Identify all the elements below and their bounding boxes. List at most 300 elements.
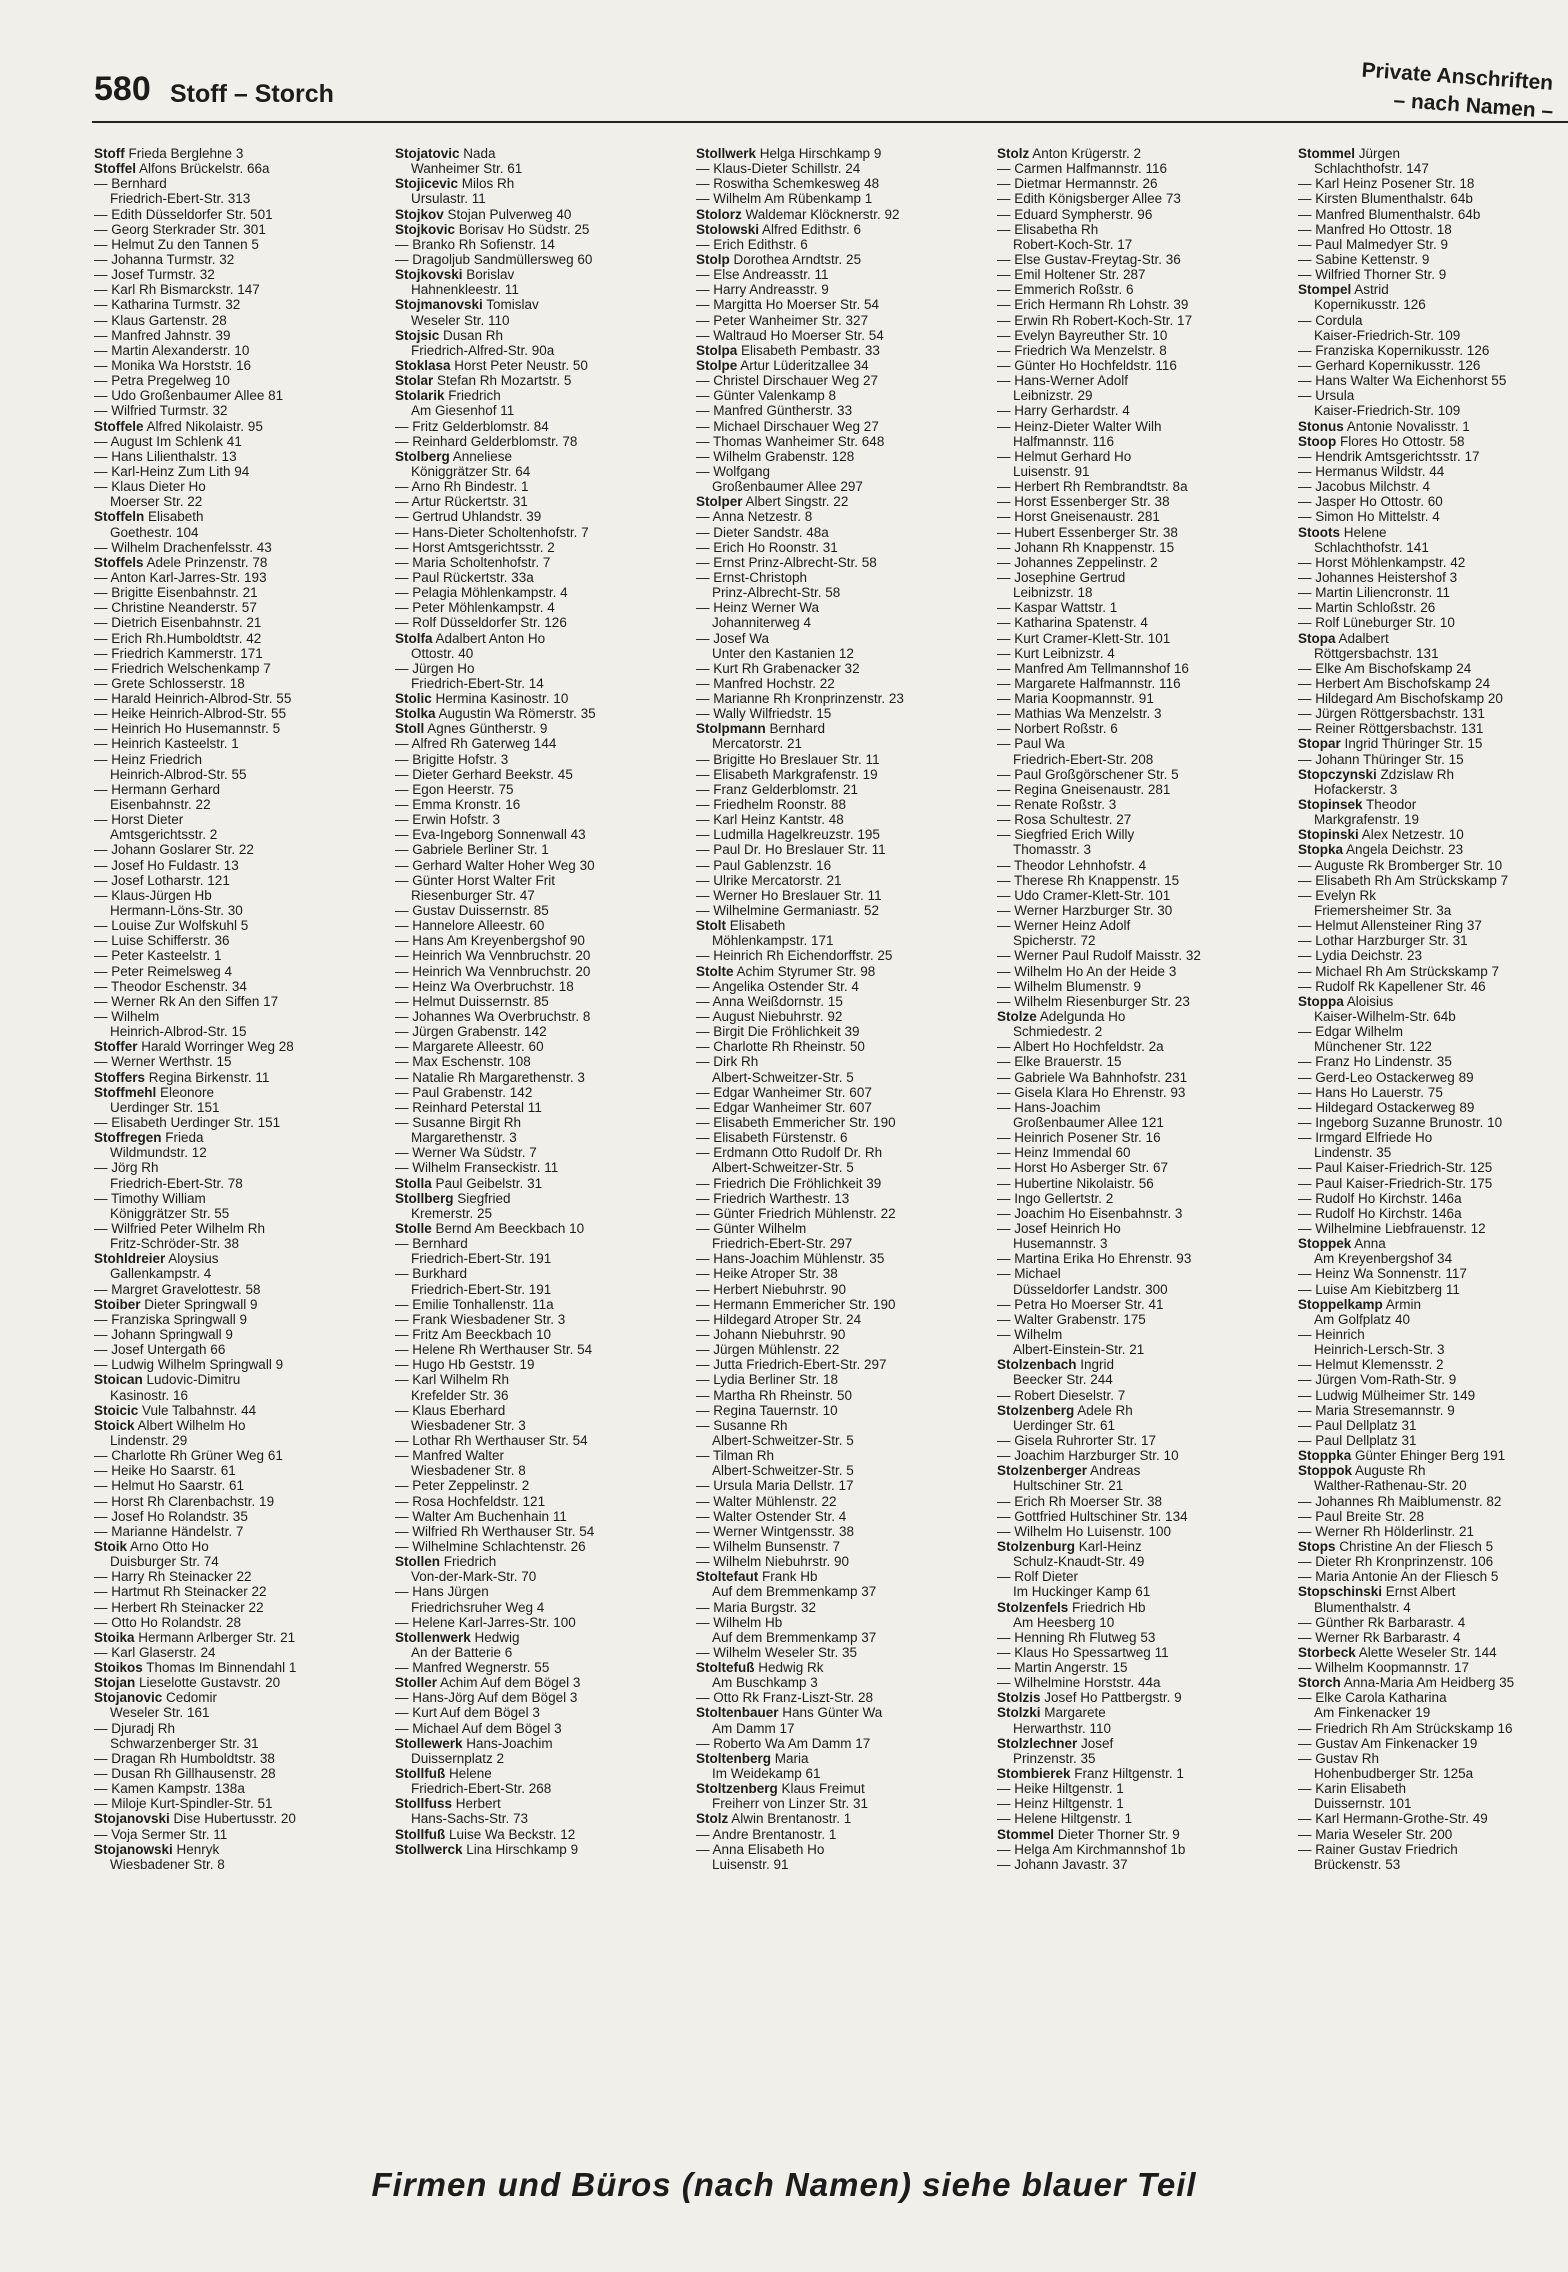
- directory-entry-line: — Heinz Wa Overbruchstr. 18: [395, 978, 574, 994]
- directory-entry-line: — Jürgen Ho: [395, 660, 475, 676]
- directory-entry-line: — Frank Wiesbadener Str. 3: [395, 1311, 566, 1327]
- directory-entry-line: Stollenwerk Hedwig: [395, 1629, 520, 1645]
- directory-entry-line: — Peter Kasteelstr. 1: [94, 948, 222, 964]
- directory-entry-line: Stoppok Auguste Rh: [1298, 1463, 1426, 1479]
- directory-entry-line: — Hubert Essenberger Str. 38: [997, 524, 1178, 540]
- directory-entry-line: Wiesbadener Str. 3: [411, 1417, 526, 1433]
- directory-entry-line: — Friedrich Warthestr. 13: [696, 1190, 850, 1206]
- directory-entry-line: Beecker Str. 244: [1013, 1372, 1113, 1388]
- directory-entry-line: — Theodor Lehnhofstr. 4: [997, 857, 1147, 873]
- directory-entry-line: — Egon Heerstr. 75: [395, 781, 514, 797]
- directory-entry-line: Stombierek Franz Hiltgenstr. 1: [997, 1766, 1184, 1782]
- directory-entry-line: Luisenstr. 91: [1013, 463, 1090, 479]
- directory-entry-line: Stolar Stefan Rh Mozartstr. 5: [395, 373, 572, 389]
- directory-entry-line: — Elke Am Bischofskamp 24: [1298, 660, 1472, 676]
- directory-entry-line: — Paul Malmedyer Str. 9: [1298, 236, 1449, 252]
- section-subtitle: – nach Namen –: [1392, 88, 1554, 123]
- directory-entry-line: Kaiser-Friedrich-Str. 109: [1314, 403, 1461, 419]
- directory-entry-line: — Petra Pregelweg 10: [94, 373, 230, 389]
- directory-entry-line: Stollfuß Helene: [395, 1766, 492, 1782]
- directory-entry-line: Stolzenburg Karl-Heinz: [997, 1538, 1142, 1554]
- directory-entry-line: — Werner Rk An den Siffen 17: [94, 993, 279, 1009]
- directory-entry-line: — Hildegard Atroper Str. 24: [696, 1311, 862, 1327]
- directory-entry-line: — Gustav Rh: [1298, 1750, 1380, 1766]
- directory-entry-line: — Susanne Birgit Rh: [395, 1115, 522, 1130]
- directory-entry-line: Margarethenstr. 3: [411, 1130, 517, 1146]
- directory-entry-line: Am Finkenacker 19: [1314, 1705, 1431, 1721]
- directory-entry-line: — Natalie Rh Margarethenstr. 3: [395, 1069, 585, 1085]
- directory-entry-line: — Anna Netzestr. 8: [696, 509, 813, 525]
- directory-entry-line: — Heinz-Dieter Walter Wilh: [997, 418, 1162, 434]
- directory-entry-line: — Albert Ho Hochfeldstr. 2a: [997, 1039, 1164, 1055]
- directory-entry-line: — Elisabeth Markgrafenstr. 19: [696, 766, 878, 782]
- directory-entry-line: — Norbert Roßstr. 6: [997, 721, 1118, 737]
- directory-entry-line: Stoffers Regina Birkenstr. 11: [94, 1069, 270, 1085]
- directory-entry-line: — Emil Holtener Str. 287: [997, 267, 1146, 283]
- directory-entry-line: Wiesbadener Str. 8: [411, 1463, 526, 1479]
- directory-entry-line: Stopschinski Ernst Albert: [1298, 1584, 1456, 1600]
- directory-entry-line: — Eduard Sympherstr. 96: [997, 206, 1153, 222]
- directory-entry-line: Kremerstr. 25: [411, 1205, 493, 1221]
- directory-entry-line: — Günter Valenkamp 8: [696, 388, 837, 404]
- directory-entry-line: — Hans Lilienthalstr. 13: [94, 448, 237, 464]
- footer-note: Firmen und Büros (nach Namen) siehe blauer Teil: [371, 2166, 1197, 2203]
- directory-entry-line: — Elke Brauerstr. 15: [997, 1054, 1122, 1070]
- directory-entry-line: — Dieter Gerhard Beekstr. 45: [395, 766, 573, 782]
- directory-entry-line: — Edgar Wilhelm: [1298, 1024, 1404, 1040]
- directory-entry-line: — Otto Rk Franz-Liszt-Str. 28: [696, 1690, 874, 1706]
- directory-entry-line: — Klaus Dieter Ho: [94, 479, 206, 495]
- directory-entry-line: — Marianne Rh Kronprinzenstr. 23: [696, 691, 904, 707]
- directory-entry-line: — Pelagia Möhlenkampstr. 4: [395, 585, 568, 601]
- directory-entry-line: — Josef Wa: [696, 630, 770, 646]
- directory-entry-line: — Wilhelm: [997, 1326, 1063, 1342]
- directory-entry-line: Krefelder Str. 36: [411, 1387, 509, 1403]
- directory-entry-line: Stohldreier Aloysius: [94, 1251, 219, 1267]
- directory-entry-line: — Helga Am Kirchmannshof 1b: [997, 1841, 1186, 1857]
- directory-entry-line: Stoff Frieda Berglehne 3: [94, 146, 244, 161]
- directory-entry-line: — Johannes Heistershof 3: [1298, 569, 1458, 585]
- directory-entry-line: Stoffmehl Eleonore: [94, 1084, 215, 1100]
- directory-entry-line: An der Batterie 6: [411, 1644, 513, 1660]
- directory-entry-line: — Renate Roßstr. 3: [997, 797, 1117, 813]
- directory-entry-line: — Günter Horst Walter Frit: [395, 872, 556, 888]
- directory-entry-line: — Margarete Alleestr. 60: [395, 1039, 544, 1055]
- directory-entry-line: — Wilhelm Grabenstr. 128: [696, 448, 855, 464]
- column-4: [997, 146, 1294, 2136]
- directory-entry-line: — Heinz Werner Wa: [696, 600, 820, 616]
- header-rule: [92, 121, 1568, 123]
- directory-entry-line: — Elisabetha Rh: [997, 221, 1099, 237]
- directory-entry-line: — Dragoljub Sandmüllersweg 60: [395, 251, 593, 267]
- directory-entry-line: — Hans-Joachim: [997, 1099, 1101, 1115]
- directory-entry-line: Stojatovic Nada: [395, 146, 496, 161]
- directory-entry-line: — Joachim Harzburger Str. 10: [997, 1448, 1179, 1464]
- directory-entry-line: — Peter Möhlenkampstr. 4: [395, 600, 555, 616]
- directory-entry-line: — Regina Tauernstr. 10: [696, 1402, 838, 1418]
- directory-entry-line: Stoffels Adele Prinzenstr. 78: [94, 554, 268, 570]
- directory-entry-line: — Günter Wilhelm: [696, 1220, 807, 1236]
- directory-entry-line: — Paul Wa: [997, 736, 1065, 752]
- directory-entry-line: — Josef Lotharstr. 121: [94, 872, 230, 888]
- directory-entry-line: — Kurt Cramer-Klett-Str. 101: [997, 630, 1171, 646]
- directory-entry-line: — Josef Heinrich Ho: [997, 1220, 1121, 1236]
- directory-entry-line: — Heinrich Rh Eichendorffstr. 25: [696, 948, 893, 964]
- directory-entry-line: Hofackerstr. 3: [1314, 781, 1398, 797]
- directory-entry-line: — Johannes Rh Maiblumenstr. 82: [1298, 1493, 1502, 1509]
- directory-entry-line: — Heike Heinrich-Albrod-Str. 55: [94, 706, 287, 722]
- directory-entry-line: — Johann Javastr. 37: [997, 1856, 1128, 1872]
- directory-entry-line: — Hermann Gerhard: [94, 781, 221, 797]
- directory-entry-line: — Günther Rk Barbarastr. 4: [1298, 1614, 1466, 1630]
- directory-entry-line: — Dietrich Eisenbahnstr. 21: [94, 615, 262, 631]
- directory-entry-line: Stoltzenberg Klaus Freimut: [696, 1781, 865, 1797]
- directory-entry-line: — Fritz Gelderblomstr. 84: [395, 418, 549, 434]
- directory-entry-line: — Paul Kaiser-Friedrich-Str. 175: [1298, 1175, 1493, 1191]
- directory-entry-line: — Gabriele Wa Bahnhofstr. 231: [997, 1069, 1188, 1085]
- directory-entry-line: Stollfuß Luise Wa Beckstr. 12: [395, 1826, 576, 1842]
- directory-entry-line: Gallenkampstr. 4: [110, 1266, 212, 1282]
- directory-entry-line: Ottostr. 40: [411, 645, 474, 661]
- directory-entry-line: — Elisabeth Uerdinger Str. 151: [94, 1115, 281, 1130]
- directory-entry-line: — Wilhelm Weseler Str. 35: [696, 1644, 858, 1660]
- directory-entry-line: — Eva-Ingeborg Sonnenwall 43: [395, 827, 586, 843]
- directory-entry-line: — Karl Glaserstr. 24: [94, 1644, 216, 1660]
- directory-entry-line: — Rolf Dieter: [997, 1569, 1079, 1585]
- directory-entry-line: — Grete Schlosserstr. 18: [94, 675, 245, 691]
- directory-entry-line: — Harry Gerhardstr. 4: [997, 403, 1130, 419]
- directory-entry-line: Duisburger Str. 74: [110, 1554, 219, 1570]
- directory-entry-line: — Heike Atroper Str. 38: [696, 1266, 838, 1282]
- directory-entry-line: Wiesbadener Str. 8: [110, 1856, 225, 1872]
- directory-entry-line: — Kaspar Wattstr. 1: [997, 600, 1118, 616]
- directory-entry-line: — Horst Essenberger Str. 38: [997, 494, 1170, 510]
- directory-entry-line: — Monika Wa Horststr. 16: [94, 357, 252, 373]
- directory-entry-line: — Angelika Ostender Str. 4: [696, 978, 859, 994]
- directory-entry-line: — Manfred Wegnerstr. 55: [395, 1660, 550, 1676]
- directory-entry-line: — Rolf Düsseldorfer Str. 126: [395, 615, 567, 631]
- directory-entry-line: — Werner Ho Breslauer Str. 11: [696, 887, 882, 903]
- directory-entry-line: — Reiner Röttgersbachstr. 131: [1298, 721, 1484, 737]
- directory-entry-line: Stolle Bernd Am Beeckbach 10: [395, 1220, 585, 1236]
- directory-entry-line: — Jürgen Grabenstr. 142: [395, 1024, 547, 1040]
- directory-entry-line: — Klaus Ho Spessartweg 11: [997, 1644, 1169, 1660]
- directory-entry-line: — Regina Gneisenaustr. 281: [997, 781, 1171, 797]
- directory-entry-line: — Karl-Heinz Zum Lith 94: [94, 463, 250, 479]
- directory-entry-line: — Maria Stresemannstr. 9: [1298, 1402, 1455, 1418]
- directory-entry-line: — Wilfried Peter Wilhelm Rh: [94, 1220, 266, 1236]
- directory-entry-line: Albert-Schweitzer-Str. 5: [712, 1069, 854, 1085]
- directory-entry-line: — Sabine Kettenstr. 9: [1298, 251, 1430, 267]
- directory-entry-line: Stommel Dieter Thorner Str. 9: [997, 1826, 1180, 1842]
- directory-entry-line: — Margret Gravelottestr. 58: [94, 1281, 261, 1297]
- directory-entry-line: — Katharina Turmstr. 32: [94, 297, 241, 313]
- directory-entry-line: Im Weidekamp 61: [712, 1766, 821, 1782]
- directory-entry-line: — Hendrik Amtsgerichtsstr. 17: [1298, 448, 1480, 464]
- directory-entry-line: — Dirk Rh: [696, 1054, 759, 1070]
- directory-entry-line: — Hildegard Ostackerweg 89: [1298, 1099, 1475, 1115]
- directory-entry-line: Stoklasa Horst Peter Neustr. 50: [395, 357, 588, 373]
- directory-entry-line: — Dieter Rh Kronprinzenstr. 106: [1298, 1554, 1494, 1570]
- directory-entry-line: — Erdmann Otto Rudolf Dr. Rh: [696, 1145, 883, 1161]
- directory-entry-line: — Arno Rh Bindestr. 1: [395, 479, 529, 495]
- directory-entry-line: Heinrich-Lersch-Str. 3: [1314, 1342, 1445, 1358]
- directory-entry-line: — Wilhelm Ho Luisenstr. 100: [997, 1523, 1172, 1539]
- directory-entry-line: — Erich Edithstr. 6: [696, 236, 808, 252]
- directory-entry-line: Königgrätzer Str. 55: [110, 1205, 230, 1221]
- directory-entry-line: Stoffel Alfons Brückelstr. 66a: [94, 161, 270, 177]
- directory-entry-line: — Susanne Rh: [696, 1417, 788, 1433]
- directory-entry-line: — Miloje Kurt-Spindler-Str. 51: [94, 1796, 273, 1812]
- directory-entry-line: — Karl Rh Bismarckstr. 147: [94, 282, 260, 298]
- directory-entry-line: — Anna Weißdornstr. 15: [696, 993, 843, 1009]
- directory-entry-line: — Wilhelm Am Rübenkamp 1: [696, 191, 873, 207]
- directory-entry-line: — Manfred Ho Ottostr. 18: [1298, 221, 1452, 237]
- directory-entry-line: — Elisabeth Emmericher Str. 190: [696, 1115, 896, 1130]
- directory-entry-line: Goethestr. 104: [110, 524, 199, 540]
- directory-entry-line: Münchener Str. 122: [1314, 1039, 1432, 1055]
- directory-entry-line: — Martina Erika Ho Ehrenstr. 93: [997, 1251, 1192, 1267]
- directory-entry-line: — Manfred Hochstr. 22: [696, 675, 835, 691]
- directory-entry-line: Stolze Adelgunda Ho: [997, 1009, 1126, 1025]
- directory-entry-line: Stolp Dorothea Arndtstr. 25: [696, 251, 862, 267]
- directory-entry-line: — Karl Heinz Kantstr. 48: [696, 812, 844, 828]
- directory-entry-line: — Dusan Rh Gillhausenstr. 28: [94, 1766, 276, 1782]
- directory-entry-line: — Margarete Halfmannstr. 116: [997, 675, 1181, 691]
- directory-entry-line: Stopinski Alex Netzestr. 10: [1298, 827, 1464, 843]
- directory-entry-line: — Elke Carola Katharina: [1298, 1690, 1447, 1706]
- directory-entry-line: — Peter Wanheimer Str. 327: [696, 312, 869, 328]
- directory-entry-line: — Hans Jürgen: [395, 1584, 489, 1600]
- directory-entry-line: — Werner Rh Hölderlinstr. 21: [1298, 1523, 1475, 1539]
- directory-entry-line: Stoppa Aloisius: [1298, 993, 1394, 1009]
- directory-entry-line: — Hans-Joachim Mühlenstr. 35: [696, 1251, 885, 1267]
- directory-entry-line: — Werner Werthstr. 15: [94, 1054, 232, 1070]
- directory-entry-line: — Bernhard: [395, 1236, 468, 1252]
- column-1: [94, 146, 391, 2136]
- directory-entry-line: — Harry Rh Steinacker 22: [94, 1569, 252, 1585]
- directory-entry-line: — Gustav Am Finkenacker 19: [1298, 1735, 1478, 1751]
- directory-entry-line: — Friedhelm Roonstr. 88: [696, 797, 847, 813]
- directory-entry-line: Großenbaumer Allee 297: [712, 479, 863, 495]
- directory-entry-line: — Branko Rh Sofienstr. 14: [395, 236, 555, 252]
- directory-entry-line: Riesenburger Str. 47: [411, 887, 535, 903]
- directory-entry-line: Am Buschkamp 3: [712, 1675, 818, 1691]
- directory-entry-line: — Klaus Eberhard: [395, 1402, 506, 1418]
- directory-entry-line: — Horst Möhlenkampstr. 42: [1298, 554, 1466, 570]
- directory-entry-line: — Josef Turmstr. 32: [94, 267, 215, 283]
- directory-entry-line: — Udo Großenbaumer Allee 81: [94, 388, 284, 404]
- directory-entry-line: — Martin Schloßstr. 26: [1298, 600, 1436, 616]
- directory-entry-line: — Johann Niebuhrstr. 90: [696, 1326, 846, 1342]
- directory-entry-line: — Wilhelm Ho An der Heide 3: [997, 963, 1177, 979]
- directory-entry-line: — Wilhelm Blumenstr. 9: [997, 978, 1142, 994]
- directory-entry-line: Stoffregen Frieda: [94, 1130, 204, 1146]
- directory-entry-line: Stolic Hermina Kasinostr. 10: [395, 691, 569, 707]
- directory-entry-line: — Wilfried Turmstr. 32: [94, 403, 228, 419]
- directory-entry-line: Stoop Flores Ho Ottostr. 58: [1298, 433, 1465, 449]
- directory-entry-line: — Edgar Wanheimer Str. 607: [696, 1099, 872, 1115]
- directory-entry-line: Stolzenberg Adele Rh: [997, 1402, 1133, 1418]
- directory-entry-line: Stolpe Artur Lüderitzallee 34: [696, 357, 869, 373]
- directory-entry-line: — Hans Ho Lauerstr. 75: [1298, 1084, 1443, 1100]
- directory-entry-line: Markgrafenstr. 19: [1314, 812, 1420, 828]
- directory-entry-line: Stolarik Friedrich: [395, 388, 501, 404]
- directory-entry-line: — Heinrich Ho Husemannstr. 5: [94, 721, 281, 737]
- directory-entry-line: Stompel Astrid: [1298, 282, 1389, 298]
- directory-entry-line: — Ernst Prinz-Albrecht-Str. 58: [696, 554, 877, 570]
- directory-entry-line: — Josef Ho Rolandstr. 35: [94, 1508, 248, 1524]
- directory-entry-line: — Kurt Rh Grabenacker 32: [696, 660, 860, 676]
- directory-entry-line: Johanniterweg 4: [712, 615, 812, 631]
- directory-entry-line: — Wilfried Rh Werthauser Str. 54: [395, 1523, 595, 1539]
- directory-entry-line: Stolz Alwin Brentanostr. 1: [696, 1811, 852, 1827]
- directory-entry-line: — Hermanus Wildstr. 44: [1298, 463, 1445, 479]
- directory-entry-line: Hultschiner Str. 21: [1013, 1478, 1124, 1494]
- directory-entry-line: — Fritz Am Beeckbach 10: [395, 1326, 552, 1342]
- directory-entry-line: — Jacobus Milchstr. 4: [1298, 479, 1431, 495]
- page-range-title: Stoff – Storch: [170, 80, 334, 108]
- directory-entry-line: — Helmut Zu den Tannen 5: [94, 236, 259, 252]
- directory-entry-line: Stoltefuß Hedwig Rk: [696, 1660, 824, 1676]
- directory-entry-line: Stoppelkamp Armin: [1298, 1296, 1422, 1312]
- directory-entry-line: Möhlenkampstr. 171: [712, 933, 834, 949]
- directory-entry-line: — Ingeborg Suzanne Brunostr. 10: [1298, 1115, 1503, 1130]
- directory-entry-line: — Hans Am Kreyenbergshof 90: [395, 933, 585, 949]
- directory-entry-line: — Gabriele Berliner Str. 1: [395, 842, 549, 858]
- directory-entry-line: Stolzenfels Friedrich Hb: [997, 1599, 1146, 1615]
- directory-entry-line: — Reinhard Gelderblomstr. 78: [395, 433, 578, 449]
- directory-entry-line: — Tilman Rh: [696, 1448, 775, 1464]
- directory-entry-line: — Heike Ho Saarstr. 61: [94, 1463, 236, 1479]
- directory-entry-line: Schwarzenberger Str. 31: [110, 1735, 259, 1751]
- directory-entry-line: — Horst Amtsgerichtsstr. 2: [395, 539, 555, 555]
- directory-entry-line: — Ursula: [1298, 388, 1355, 404]
- directory-entry-line: — Günter Friedrich Mühlenstr. 22: [696, 1205, 896, 1221]
- directory-entry-line: Stoicic Vule Talbahnstr. 44: [94, 1402, 257, 1418]
- directory-entry-line: — Wilhelm Riesenburger Str. 23: [997, 993, 1190, 1009]
- directory-entry-line: — Karl Hermann-Grothe-Str. 49: [1298, 1811, 1488, 1827]
- directory-entry-line: — Gisela Ruhrorter Str. 17: [997, 1432, 1157, 1448]
- directory-entry-line: — Johann Thüringer Str. 15: [1298, 751, 1464, 767]
- directory-entry-line: Röttgersbachstr. 131: [1314, 645, 1439, 661]
- directory-entry-line: — Max Eschenstr. 108: [395, 1054, 531, 1070]
- directory-entry-line: — Hermann Emmericher Str. 190: [696, 1296, 896, 1312]
- directory-entry-line: — Brigitte Ho Breslauer Str. 11: [696, 751, 880, 767]
- directory-entry-line: — Helmut Duissernstr. 85: [395, 993, 549, 1009]
- directory-entry-line: — Manfred Blumenthalstr. 64b: [1298, 206, 1481, 222]
- directory-entry-line: — August Im Schlenk 41: [94, 433, 242, 449]
- directory-entry-line: — Erwin Hofstr. 3: [395, 812, 501, 828]
- directory-entry-line: Stolte Achim Styrumer Str. 98: [696, 963, 876, 979]
- directory-entry-line: — Herbert Rh Rembrandtstr. 8a: [997, 479, 1188, 495]
- directory-entry-line: — Simon Ho Mittelstr. 4: [1298, 509, 1440, 525]
- directory-entry-line: — Jürgen Vom-Rath-Str. 9: [1298, 1372, 1457, 1388]
- directory-entry-line: — Thomas Wanheimer Str. 648: [696, 433, 885, 449]
- directory-entry-line: — Maria Antonie An der Fliesch 5: [1298, 1569, 1499, 1585]
- directory-entry-line: — Wilhelmine Schlachtenstr. 26: [395, 1538, 586, 1554]
- directory-entry-line: — Hans-Jörg Auf dem Bögel 3: [395, 1690, 578, 1706]
- directory-entry-line: Freiherr von Linzer Str. 31: [712, 1796, 869, 1812]
- directory-entry-line: — Georg Sterkrader Str. 301: [94, 221, 266, 237]
- directory-entry-line: Friedrich-Ebert-Str. 208: [1013, 751, 1154, 767]
- directory-entry-line: — Rosa Schultestr. 27: [997, 812, 1132, 828]
- directory-entry-line: — Timothy William: [94, 1190, 206, 1206]
- directory-entry-line: Kaiser-Wilhelm-Str. 64b: [1314, 1009, 1456, 1025]
- directory-entry-line: — Helmut Gerhard Ho: [997, 448, 1132, 464]
- directory-entry-line: — Paul Kaiser-Friedrich-Str. 125: [1298, 1160, 1493, 1176]
- directory-entry-line: — Werner Heinz Adolf: [997, 918, 1131, 934]
- directory-entry-line: — Anton Karl-Jarres-Str. 193: [94, 569, 267, 585]
- directory-entry-line: — Elisabeth Rh Am Strückskamp 7: [1298, 872, 1509, 888]
- directory-entry-line: — Ingo Gellertstr. 2: [997, 1190, 1114, 1206]
- directory-entry-line: — Reinhard Peterstal 11: [395, 1099, 542, 1115]
- directory-entry-line: — Brigitte Eisenbahnstr. 21: [94, 585, 258, 601]
- directory-entry-line: — Else Gustav-Freytag-Str. 36: [997, 251, 1181, 267]
- directory-entry-line: Stolper Albert Singstr. 22: [696, 494, 849, 510]
- directory-entry-line: Heinrich-Albrod-Str. 15: [110, 1024, 247, 1040]
- directory-entry-line: Stoiber Dieter Springwall 9: [94, 1296, 258, 1312]
- directory-entry-line: Am Damm 17: [712, 1720, 795, 1736]
- directory-entry-line: — Johannes Wa Overbruchstr. 8: [395, 1009, 591, 1025]
- directory-entry-line: — Gottfried Hultschiner Str. 134: [997, 1508, 1188, 1524]
- directory-entry-line: — Jürgen Röttgersbachstr. 131: [1298, 706, 1485, 722]
- directory-entry-line: Friedrich-Ebert-Str. 297: [712, 1236, 853, 1252]
- directory-entry-line: Stojsic Dusan Rh: [395, 327, 504, 343]
- directory-entry-line: — Wilhelmine Liebfrauenstr. 12: [1298, 1220, 1486, 1236]
- directory-entry-line: — Manfred Güntherstr. 33: [696, 403, 853, 419]
- column-5: [1298, 146, 1568, 2136]
- directory-entry-line: Stojicevic Milos Rh: [395, 176, 515, 192]
- directory-entry-line: Stolzlechner Josef: [997, 1735, 1114, 1751]
- directory-entry-line: — Theodor Eschenstr. 34: [94, 978, 247, 994]
- directory-entry-line: Hohenbudberger Str. 125a: [1314, 1766, 1474, 1782]
- directory-entry-line: — Erwin Rh Robert-Koch-Str. 17: [997, 312, 1193, 328]
- directory-entry-line: Blumenthalstr. 4: [1314, 1599, 1411, 1615]
- directory-entry-line: — Werner Rk Barbarastr. 4: [1298, 1629, 1461, 1645]
- directory-entry-line: — Heinz Friedrich: [94, 751, 203, 767]
- directory-entry-line: — Gertrud Uhlandstr. 39: [395, 509, 542, 525]
- directory-entry-line: — Josef Untergath 66: [94, 1342, 226, 1358]
- directory-entry-line: — Wilhelm Koopmannstr. 17: [1298, 1660, 1470, 1676]
- directory-entry-line: — Charlotte Rh Grüner Weg 61: [94, 1448, 283, 1464]
- directory-entry-line: — Maria Koopmannstr. 91: [997, 691, 1154, 707]
- directory-entry-line: — Burkhard: [395, 1266, 468, 1282]
- directory-entry-line: — Karl Heinz Posener Str. 18: [1298, 176, 1475, 192]
- directory-entry-line: Stollwerk Helga Hirschkamp 9: [696, 146, 882, 161]
- directory-entry-line: — Paul Rückertstr. 33a: [395, 569, 534, 585]
- directory-entry-line: Eisenbahnstr. 22: [110, 797, 211, 813]
- directory-entry-line: — Robert Dieselstr. 7: [997, 1387, 1126, 1403]
- directory-entry-line: Stoican Ludovic-Dimitru: [94, 1372, 241, 1388]
- directory-entry-line: Stolzenberger Andreas: [997, 1463, 1141, 1479]
- directory-entry-line: — Helene Karl-Jarres-Str. 100: [395, 1614, 576, 1630]
- directory-entry-line: — Karin Elisabeth: [1298, 1781, 1407, 1797]
- directory-entry-line: Uerdinger Str. 61: [1013, 1417, 1116, 1433]
- directory-entry-line: Stoik Arno Otto Ho: [94, 1538, 209, 1554]
- directory-entry-line: — Dragan Rh Humboldtstr. 38: [94, 1750, 275, 1766]
- directory-entry-line: Schulz-Knaudt-Str. 49: [1013, 1554, 1145, 1570]
- directory-entry-line: — Kurt Leibnizstr. 4: [997, 645, 1115, 661]
- directory-entry-line: — Michael: [997, 1266, 1061, 1282]
- directory-entry-line: — Dietmar Hermannstr. 26: [997, 176, 1158, 192]
- directory-entry-line: — Franziska Kopernikusstr. 126: [1298, 342, 1490, 358]
- directory-entry-line: Stolka Augustin Wa Römerstr. 35: [395, 706, 596, 722]
- directory-entry-line: Stolz Anton Krügerstr. 2: [997, 146, 1142, 161]
- directory-entry-line: Stojkovski Borislav: [395, 267, 515, 283]
- directory-entry-line: Albert-Schweitzer-Str. 5: [712, 1160, 854, 1176]
- directory-entry-line: Königgrätzer Str. 64: [411, 463, 531, 479]
